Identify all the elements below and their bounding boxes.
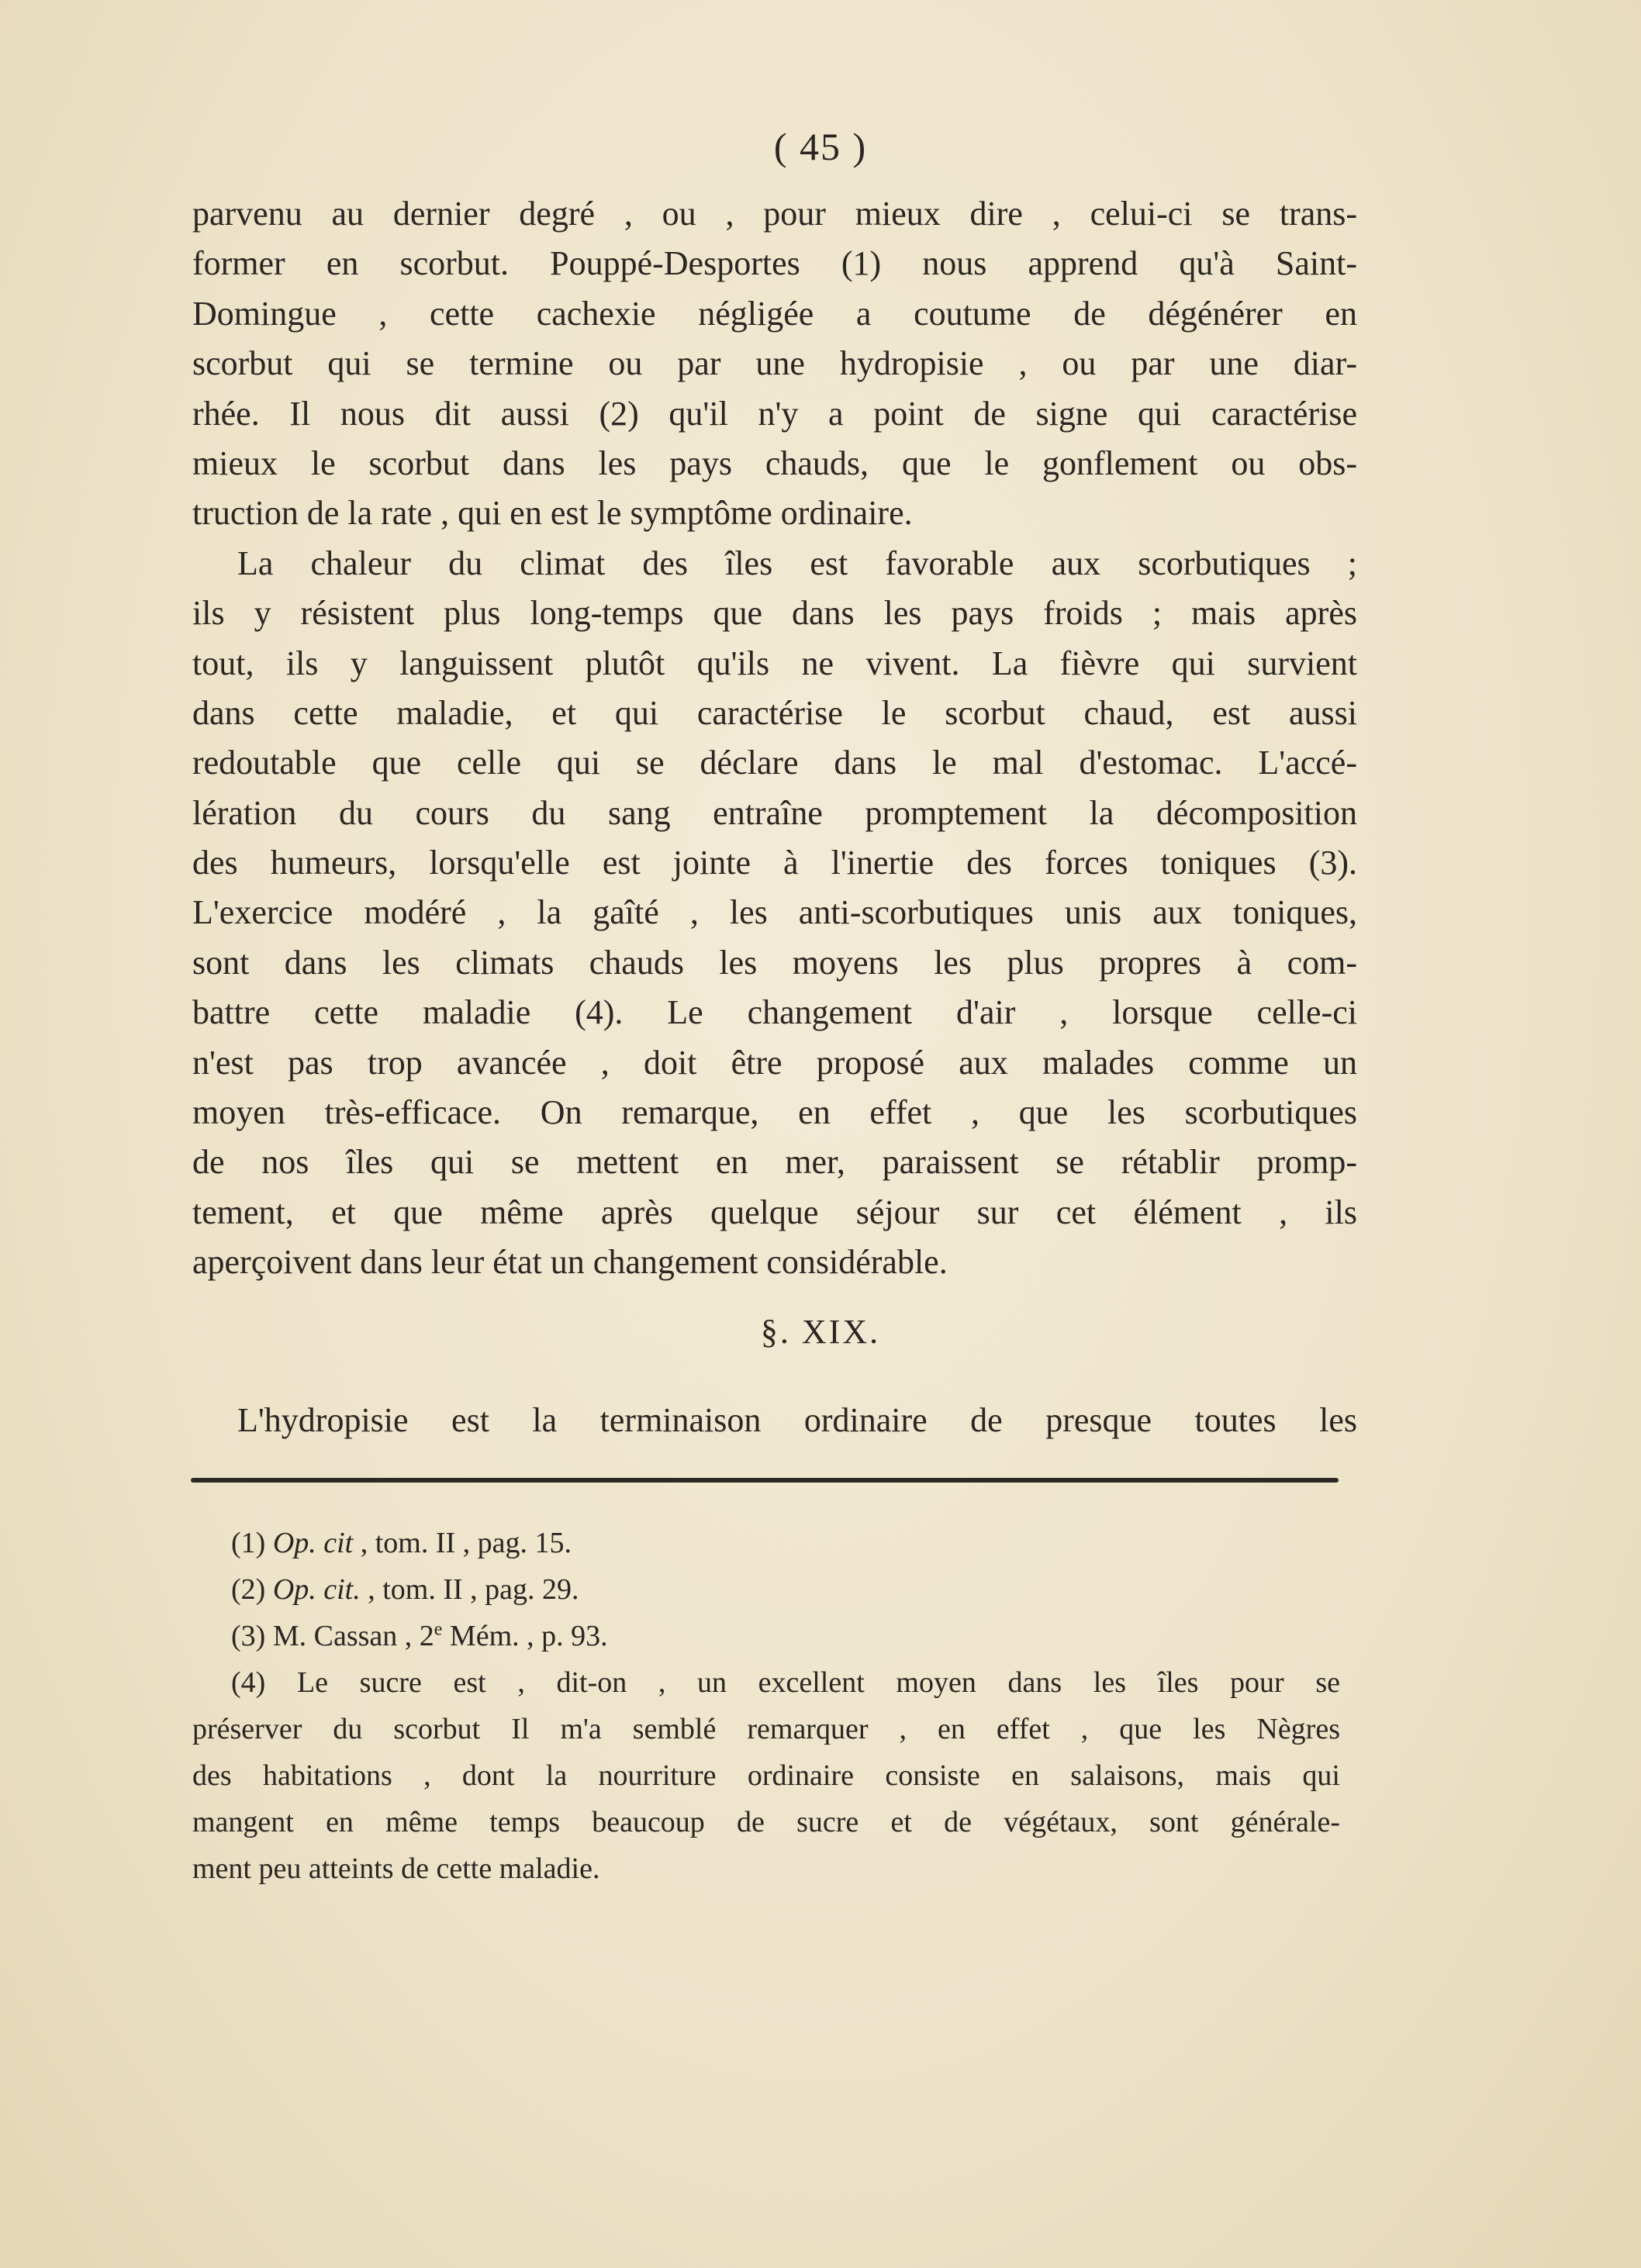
body-line: des humeurs, lorsqu'elle est jointe à l'inertie des forces toniques (3).: [192, 844, 1357, 882]
footnote-reference: Op. cit: [272, 1527, 354, 1559]
body-line: battre cette maladie (4). Le changement d'air , lorsque celle-ci: [192, 993, 1357, 1032]
body-line: truction de la rate , qui en est le symptôme ordinaire.: [192, 494, 913, 533]
footnote-4-line: mangent en même temps beaucoup de sucre et de végétaux, sont générale-: [192, 1806, 1340, 1838]
body-line: redoutable que celle qui se déclare dans le mal d'estomac. L'accé-: [192, 744, 1357, 782]
body-line: sont dans les climats chauds les moyens les plus propres à com-: [192, 943, 1357, 982]
body-line: rhée. Il nous dit aussi (2) qu'il n'y a point de signe qui caractérise: [192, 394, 1357, 433]
footnote-4-line: des habitations , dont la nourriture ordinaire consiste en salaisons, mais qui: [192, 1759, 1340, 1792]
main-text-block: [192, 189, 1357, 1288]
footnote-marker: (2): [231, 1573, 266, 1606]
section-heading: §. XIX.: [760, 1313, 881, 1351]
body-line: ils y résistent plus long-temps que dans les pays froids ; mais après: [192, 594, 1357, 633]
footnote-citation: , tom. II , pag. 29.: [368, 1573, 579, 1606]
body-line: n'est pas trop avancée , doit être proposé aux malades comme un: [192, 1043, 1357, 1082]
footnote-citation: , tom. II , pag. 15.: [360, 1527, 572, 1559]
footnote-reference: Op. cit.: [272, 1573, 361, 1606]
body-line: dans cette maladie, et qui caractérise le scorbut chaud, est aussi: [192, 693, 1357, 732]
footnote-1: [192, 1520, 1340, 1566]
body-line: mieux le scorbut dans les pays chauds, que le gonflement ou obs-: [192, 444, 1357, 482]
footnote-superscript: e: [434, 1619, 443, 1640]
body-line: de nos îles qui se mettent en mer, paraissent se rétablir promp-: [192, 1143, 1357, 1182]
section-first-line: L'hydropisie est la terminaison ordinaire de presque toutes les: [237, 1401, 1357, 1439]
body-line: parvenu au dernier degré , ou , pour mieux dire , celui-ci se trans-: [192, 195, 1357, 233]
footnote-marker: (1): [231, 1527, 266, 1559]
footnote-3: [192, 1613, 1340, 1659]
body-line: L'exercice modéré , la gaîté , les anti-scorbutiques unis aux toniques,: [192, 893, 1357, 932]
body-line: aperçoivent dans leur état un changement considérable.: [192, 1243, 948, 1282]
body-line: lération du cours du sang entraîne promptement la décomposition: [192, 793, 1357, 832]
footnote-divider: [191, 1478, 1339, 1483]
body-line: La chaleur du climat des îles est favorable aux scorbutiques ;: [237, 544, 1357, 582]
footnote-4-line: préserver du scorbut Il m'a semblé remarquer , en effet , que les Nègres: [192, 1713, 1340, 1745]
body-line: moyen très-efficace. On remarque, en effet , que les scorbutiques: [192, 1093, 1357, 1132]
footnote-4-line: (4) Le sucre est , dit-on , un excellent moyen dans les îles pour se: [231, 1666, 1340, 1699]
footnote-2: [192, 1566, 1340, 1613]
footnote-marker: (3): [231, 1620, 266, 1652]
footnote-4-line: ment peu atteints de cette maladie.: [192, 1852, 600, 1885]
page-number: ( 45 ): [773, 125, 868, 168]
body-line: tout, ils y languissent plutôt qu'ils ne vivent. La fièvre qui survient: [192, 644, 1357, 682]
footnote-citation: M. Cassan , 2: [272, 1620, 434, 1652]
footnote-citation: Mém. , p. 93.: [442, 1620, 608, 1652]
footnotes-block: [192, 1520, 1340, 1892]
body-line: Domingue , cette cachexie négligée a coutume de dégénérer en: [192, 294, 1357, 333]
body-line: tement, et que même après quelque séjour sur cet élément , ils: [192, 1193, 1357, 1231]
body-line: former en scorbut. Pouppé-Desportes (1) nous apprend qu'à Saint-: [192, 244, 1357, 283]
body-line: scorbut qui se termine ou par une hydropisie , ou par une diar-: [192, 344, 1357, 383]
